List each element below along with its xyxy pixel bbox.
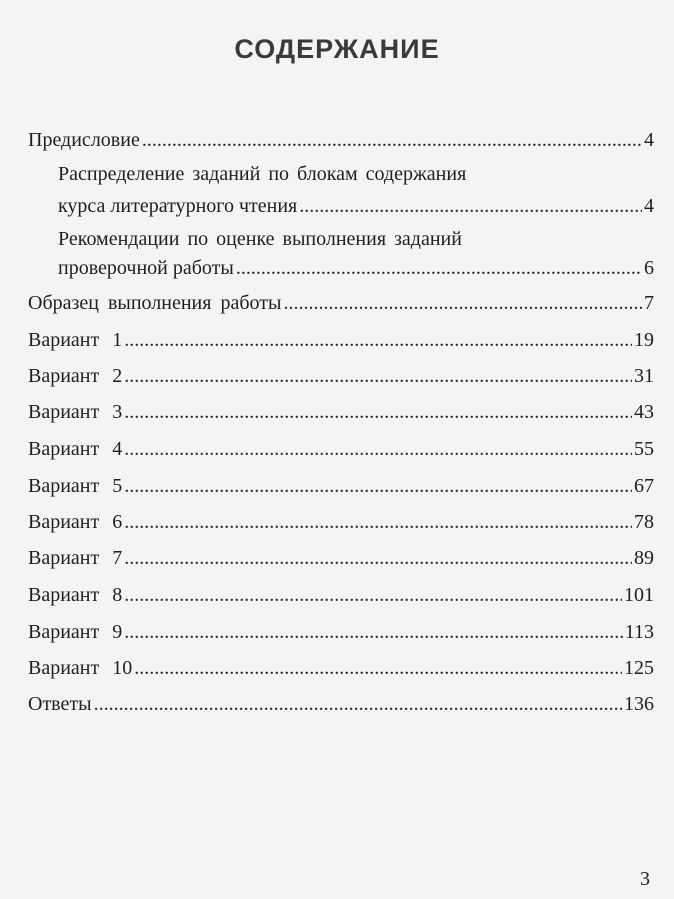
toc-entry-label: Вариант 4 <box>28 438 123 460</box>
toc-entry-label: Ответы <box>28 693 92 715</box>
leader-dots <box>124 583 622 607</box>
toc-entry-variant[interactable] <box>28 400 654 424</box>
leader-dots <box>124 620 622 644</box>
toc-entry-label: Предисловие <box>28 129 140 151</box>
leader-dots <box>124 474 632 498</box>
toc-page-number: 55 <box>634 438 654 460</box>
toc-entry-label: Вариант 9 <box>28 621 123 643</box>
toc-page-number: 89 <box>634 547 654 569</box>
leader-dots <box>299 194 642 218</box>
toc-entry-label: Вариант 2 <box>28 365 123 387</box>
toc-page-number: 6 <box>644 257 654 279</box>
toc-page-number: 19 <box>634 329 654 351</box>
toc-page-number: 4 <box>644 129 654 151</box>
toc-page-number: 31 <box>634 365 654 387</box>
leader-dots <box>124 510 632 534</box>
toc-page-number: 125 <box>624 657 654 679</box>
toc-entry-label: Вариант 5 <box>28 475 123 497</box>
toc-entry-label: Вариант 8 <box>28 584 123 606</box>
toc-page-number: 78 <box>634 511 654 533</box>
leader-dots <box>124 400 632 424</box>
leader-dots <box>124 328 632 352</box>
toc-entry-variant[interactable] <box>28 328 654 352</box>
leader-dots <box>236 256 642 280</box>
toc-entry-distribution-line1: Распределение заданий по блокам содержания <box>58 163 467 185</box>
toc-page-number: 101 <box>624 584 654 606</box>
toc-entry-label: Вариант 3 <box>28 401 123 423</box>
leader-dots <box>283 291 642 315</box>
leader-dots <box>142 128 642 152</box>
page-number: 3 <box>640 868 650 890</box>
toc-entry-preface[interactable] <box>28 128 654 152</box>
toc-entry-variant[interactable] <box>28 546 654 570</box>
leader-dots <box>94 692 622 716</box>
toc-page-number: 136 <box>624 693 654 715</box>
toc-entry-variant[interactable] <box>28 583 654 607</box>
leader-dots <box>134 656 622 680</box>
toc-entry-label: Вариант 1 <box>28 329 123 351</box>
toc-entry-recommendations-line1: Рекомендации по оценке выполнения заданий <box>58 228 462 250</box>
toc-entry-variant[interactable] <box>28 364 654 388</box>
toc-entry-variant[interactable] <box>28 474 654 498</box>
toc-page-number: 4 <box>644 195 654 217</box>
toc-entry-label: проверочной работы <box>58 257 234 279</box>
toc-entry-label: Образец выполнения работы <box>28 292 282 314</box>
leader-dots <box>124 546 632 570</box>
toc-entry-label: Вариант 6 <box>28 511 123 533</box>
toc-entry-variant[interactable] <box>28 656 654 680</box>
page-title: СОДЕРЖАНИЕ <box>234 34 440 64</box>
toc-entry-sample[interactable] <box>28 291 654 315</box>
toc-page-number: 7 <box>644 292 654 314</box>
toc-entry-label: курса литературного чтения <box>58 195 298 217</box>
toc-entry-variant[interactable] <box>28 620 654 644</box>
toc-page-number: 67 <box>634 475 654 497</box>
toc-entry-recommendations[interactable] <box>58 256 654 280</box>
toc-entry-variant[interactable] <box>28 437 654 461</box>
toc-entry-label: Вариант 7 <box>28 547 123 569</box>
toc-page-number: 113 <box>624 621 654 643</box>
toc-entry-label: Вариант 10 <box>28 657 133 679</box>
toc-entry-distribution[interactable] <box>58 194 654 218</box>
toc-entry-answers[interactable] <box>28 692 654 716</box>
leader-dots <box>124 437 632 461</box>
leader-dots <box>124 364 632 388</box>
toc-page-number: 43 <box>634 401 654 423</box>
toc-entry-variant[interactable] <box>28 510 654 534</box>
